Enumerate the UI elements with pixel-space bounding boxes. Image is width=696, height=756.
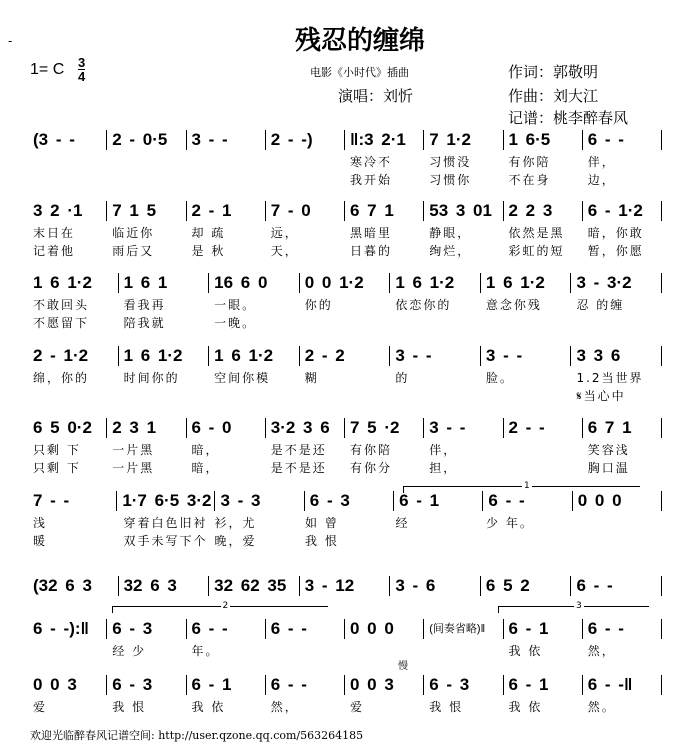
measure: 6 - 0 xyxy=(187,418,266,438)
lyric-segment: 寒冷不 xyxy=(350,155,393,169)
lyric-segment: 意念你残 xyxy=(485,298,542,312)
notes-row xyxy=(28,619,662,639)
lyric-segment: 年。 xyxy=(191,644,220,658)
measure: 6 - - xyxy=(571,576,662,596)
measure: 6 5 0·2 xyxy=(28,418,107,438)
measure: 2 - 1·2 xyxy=(28,346,119,366)
lyrics-row xyxy=(28,171,662,189)
lyric-segment: 笑容浅 xyxy=(587,443,630,457)
staff-system xyxy=(28,346,662,405)
measure: 2 3 1 xyxy=(107,418,186,438)
lyrics-row xyxy=(28,242,662,260)
lyric-segment xyxy=(28,171,107,189)
volta-label: 1 xyxy=(524,481,530,491)
measure: 3 - - xyxy=(390,346,481,366)
transcriber: 记谱：桃李醉春风 xyxy=(508,109,629,127)
lyrics-row xyxy=(28,642,662,660)
lyric-segment: 时间你的 xyxy=(123,371,180,385)
volta-bracket xyxy=(403,481,640,493)
measure: 6 - - xyxy=(583,130,662,150)
measure: 6 - - xyxy=(266,619,345,639)
staff-system xyxy=(28,130,662,189)
lyric-segment: 绚烂， xyxy=(429,244,472,258)
lyric-segment xyxy=(300,314,391,332)
measure: 6 - - xyxy=(483,491,572,511)
notes-row xyxy=(28,273,662,293)
lyric-segment xyxy=(266,153,345,171)
lyric-segment: 伴， xyxy=(429,443,458,457)
lyric-segment: 不敢回头 xyxy=(33,298,90,312)
lyric-segment: 静眼， xyxy=(429,226,472,240)
measure: 1 6·5 xyxy=(504,130,583,150)
measure: ‖:3 2·1 xyxy=(345,130,424,150)
lyric-segment: 有你陪 xyxy=(508,155,551,169)
lyric-segment xyxy=(266,171,345,189)
lyric-segment: 是 秋 xyxy=(191,244,226,258)
measure: 53 3 01 xyxy=(424,201,503,221)
lyric-segment: 末日在 xyxy=(33,226,76,240)
lyric-segment xyxy=(390,314,481,332)
lyric-segment: 忍 的缠 xyxy=(576,298,625,312)
measure: 1·7 6·5 3·2 xyxy=(117,491,215,511)
lyric-segment xyxy=(481,532,572,550)
measure: 6 - 1 xyxy=(394,491,483,511)
measure: 6 7 1 xyxy=(345,201,424,221)
lyric-segment xyxy=(28,642,107,660)
measure: 3 - - xyxy=(187,130,266,150)
film-note: 电影《小时代》插曲 xyxy=(310,66,409,79)
lyric-segment: 我 恨 xyxy=(112,700,147,714)
measure: 6 - 3 xyxy=(424,675,503,695)
measure: 7 1·2 xyxy=(424,130,503,150)
lyric-segment: 依然是黑 xyxy=(508,226,565,240)
lyrics-row xyxy=(28,532,662,550)
measure: 32 62 35 xyxy=(209,576,300,596)
lyric-segment: 绵，你的 xyxy=(33,371,90,385)
song-title: 残忍的缠绵 xyxy=(295,26,426,56)
measure: 7 1 5 xyxy=(107,201,186,221)
measure: 0 0 1·2 xyxy=(300,273,391,293)
measure: 7 - 0 xyxy=(266,201,345,221)
lyrics-row xyxy=(28,224,662,242)
lyric-segment: 暗， xyxy=(191,443,220,457)
lyric-segment: 少 年。 xyxy=(486,516,534,530)
lyric-segment xyxy=(209,387,300,405)
lyric-segment xyxy=(119,387,210,405)
lyric-segment: 有你分 xyxy=(350,461,393,475)
lyric-segment xyxy=(481,314,572,332)
measure: 7 - - xyxy=(28,491,117,511)
lyric-segment xyxy=(481,387,572,405)
lyric-segment: 胸口温 xyxy=(587,461,630,475)
lyric-segment: 衫，尤 xyxy=(214,516,257,530)
lyric-segment: 边， xyxy=(587,173,616,187)
tempo-mark: 慢 xyxy=(398,661,408,672)
lyric-segment: 的 xyxy=(395,371,410,385)
notes-row xyxy=(28,491,662,511)
measure: 2 2 3 xyxy=(504,201,583,221)
lyric-segment: 我 依 xyxy=(508,700,543,714)
lyric-segment: 经 xyxy=(395,516,410,530)
measure: 3 3 6 xyxy=(571,346,662,366)
lyric-segment xyxy=(28,387,119,405)
composer: 作曲：刘大江 xyxy=(508,87,599,105)
lyric-segment: 糊 xyxy=(304,371,319,385)
staff-system xyxy=(28,576,662,596)
measure: 2 - 2 xyxy=(300,346,391,366)
measure: 6 - 1 xyxy=(504,675,583,695)
measure: 3 - - xyxy=(481,346,572,366)
singer: 演唱：刘忻 xyxy=(338,87,414,105)
measure: 6 - 1·2 xyxy=(583,201,662,221)
lyric-segment: 担， xyxy=(429,461,458,475)
measure: 3 - 6 xyxy=(390,576,481,596)
measure: 1 6 1 xyxy=(119,273,210,293)
lyric-segment xyxy=(187,171,266,189)
lyrics-row xyxy=(28,314,662,332)
lyric-segment xyxy=(28,153,107,171)
lyric-segment: 黑暗里 xyxy=(350,226,393,240)
measure: 2 - -) xyxy=(266,130,345,150)
measure: 6 - -):‖ xyxy=(28,619,107,639)
notes-row xyxy=(28,346,662,366)
lyrics-row xyxy=(28,459,662,477)
time-signature xyxy=(78,56,85,83)
lyric-segment: 如 曾 xyxy=(305,516,339,530)
lyric-segment xyxy=(187,153,266,171)
stray-mark: - xyxy=(8,34,13,48)
lyric-segment xyxy=(107,171,186,189)
lyric-segment xyxy=(424,642,503,660)
lyric-segment: 𝄋当心中 xyxy=(576,389,626,403)
measure: 0 0 0 xyxy=(573,491,662,511)
lyric-segment: 只剩 下 xyxy=(33,461,81,475)
lyric-segment: 不愿留下 xyxy=(33,316,90,330)
measure: 0 0 3 xyxy=(345,675,424,695)
measure: 6 - -‖ xyxy=(583,675,662,695)
lyric-segment: 一眼。 xyxy=(214,298,257,312)
measure: (间奏省略)‖ xyxy=(424,619,503,639)
measure: 2 - 0·5 xyxy=(107,130,186,150)
lyric-segment: 一片黑 xyxy=(112,443,155,457)
notes-row xyxy=(28,418,662,438)
lyric-segment: 我 依 xyxy=(191,700,226,714)
measure: 0 0 0 xyxy=(345,619,424,639)
lyric-segment: 习惯没 xyxy=(429,155,472,169)
lyric-segment: 经 少 xyxy=(112,644,147,658)
lyric-segment: 脸。 xyxy=(485,371,514,385)
lyric-segment: 爱 xyxy=(350,700,365,714)
lyrics-row xyxy=(28,387,662,405)
lyric-segment: 陪我就 xyxy=(123,316,166,330)
measure: 1 6 1·2 xyxy=(28,273,119,293)
staff-system xyxy=(28,273,662,332)
lyric-segment xyxy=(572,532,663,550)
measure: 6 7 1 xyxy=(583,418,662,438)
lyric-segment: 远， xyxy=(270,226,299,240)
lyric-segment: 我 恨 xyxy=(305,534,339,548)
measure: 6 - 3 xyxy=(107,675,186,695)
measure: 3·2 3 6 xyxy=(266,418,345,438)
lyric-segment: 然， xyxy=(587,644,616,658)
lyric-segment xyxy=(504,441,583,459)
lyric-segment: 你的 xyxy=(304,298,333,312)
lyric-segment: 爱 xyxy=(33,700,48,714)
measure: 1 6 1·2 xyxy=(390,273,481,293)
lyric-segment xyxy=(571,314,662,332)
footer-credit: 欢迎光临醉春风记谱空间: http://user.qzone.qq.com/563264185 xyxy=(30,729,364,742)
lyric-segment: 只剩 下 xyxy=(33,443,81,457)
measure: (3 - - xyxy=(28,130,107,150)
lyric-segment: 一片黑 xyxy=(112,461,155,475)
volta-label: 2 xyxy=(222,601,229,611)
lyric-segment: 习惯你 xyxy=(429,173,472,187)
lyric-segment: 然。 xyxy=(587,700,616,714)
lyric-segment: 有你陪 xyxy=(350,443,393,457)
lyric-segment: 暗， xyxy=(191,461,220,475)
lyric-segment xyxy=(266,642,345,660)
measure: 2 - 1 xyxy=(187,201,266,221)
lyric-segment xyxy=(300,387,391,405)
measure: (32 6 3 xyxy=(28,576,119,596)
lyrics-row xyxy=(28,296,662,314)
lyric-segment: 我开始 xyxy=(350,173,393,187)
lyricist: 作词：郭敬明 xyxy=(508,63,599,81)
notes-row xyxy=(28,201,662,221)
staff-system xyxy=(28,201,662,260)
lyric-segment: 暖 xyxy=(33,534,48,548)
lyric-segment: 看我再 xyxy=(123,298,166,312)
lyric-segment xyxy=(345,642,424,660)
measure: 3 - 12 xyxy=(300,576,391,596)
lyric-segment: 穿着白色旧衬 xyxy=(123,516,208,530)
measure: 7 5 ·2 xyxy=(345,418,424,438)
measure: 0 0 3 xyxy=(28,675,107,695)
lyric-segment: 彩虹的短 xyxy=(508,244,565,258)
staff-system xyxy=(28,675,662,716)
lyrics-row xyxy=(28,698,662,716)
lyric-segment: 却 疏 xyxy=(191,226,226,240)
lyric-segment: 双手未写下个 xyxy=(123,534,208,548)
notes-row xyxy=(28,130,662,150)
lyrics-row xyxy=(28,514,662,532)
measure: 6 - 1 xyxy=(504,619,583,639)
measure: 1 6 1·2 xyxy=(481,273,572,293)
time-top: 3 xyxy=(78,55,86,70)
lyrics-row xyxy=(28,153,662,171)
lyrics-row xyxy=(28,441,662,459)
measure: 6 5 2 xyxy=(481,576,572,596)
lyric-segment xyxy=(107,153,186,171)
lyric-segment: 暗，你敢 xyxy=(587,226,644,240)
lyric-segment xyxy=(572,514,663,532)
lyric-segment: 不在身 xyxy=(508,173,551,187)
measure: 32 6 3 xyxy=(119,576,210,596)
lyric-segment: 是不是还 xyxy=(270,443,327,457)
lyric-segment: 然， xyxy=(270,700,299,714)
volta-bracket xyxy=(498,601,649,613)
lyric-segment xyxy=(390,387,481,405)
measure: 6 - - xyxy=(266,675,345,695)
notes-row xyxy=(28,576,662,596)
lyrics-row xyxy=(28,369,662,387)
staff-system xyxy=(28,418,662,477)
measure: 6 - 3 xyxy=(305,491,394,511)
volta-label: 3 xyxy=(576,601,582,611)
measure: 3 - 3 xyxy=(215,491,304,511)
lyric-segment: 记着他 xyxy=(33,244,76,258)
volta-bracket xyxy=(112,601,328,613)
measure: 3 - - xyxy=(424,418,503,438)
lyric-segment: 依恋你的 xyxy=(395,298,452,312)
lyric-segment: 浅 xyxy=(33,516,48,530)
lyric-segment: 暂，你愿 xyxy=(587,244,644,258)
measure: 6 - 3 xyxy=(107,619,186,639)
time-bottom: 4 xyxy=(78,69,86,84)
key-signature: 1= C xyxy=(30,61,65,78)
measure: 6 - 1 xyxy=(187,675,266,695)
lyric-segment: 是不是还 xyxy=(270,461,327,475)
measure: 1 6 1·2 xyxy=(119,346,210,366)
notes-row xyxy=(28,675,662,695)
lyric-segment: 我 恨 xyxy=(429,700,464,714)
lyric-segment xyxy=(391,532,482,550)
lyric-segment: 空间你模 xyxy=(214,371,271,385)
lyric-segment xyxy=(504,459,583,477)
lyric-segment: 临近你 xyxy=(112,226,155,240)
lyric-segment: 雨后又 xyxy=(112,244,155,258)
lyric-segment: 天， xyxy=(270,244,299,258)
measure: 3 - 3·2 xyxy=(571,273,662,293)
lyric-segment: 伴， xyxy=(587,155,616,169)
measure: 3 2 ·1 xyxy=(28,201,107,221)
lyric-segment: 日暮的 xyxy=(350,244,393,258)
measure: 1 6 1·2 xyxy=(209,346,300,366)
measure: 16 6 0 xyxy=(209,273,300,293)
lyric-segment: 我 依 xyxy=(508,644,543,658)
measure: 6 - - xyxy=(583,619,662,639)
lyric-segment: 一晚。 xyxy=(214,316,257,330)
measure: 2 - - xyxy=(504,418,583,438)
lyric-segment: 1.2当世界 xyxy=(576,371,644,385)
staff-system xyxy=(28,491,662,550)
staff-system xyxy=(28,619,662,660)
measure: 6 - - xyxy=(187,619,266,639)
lyric-segment: 晚，爱 xyxy=(214,534,257,548)
